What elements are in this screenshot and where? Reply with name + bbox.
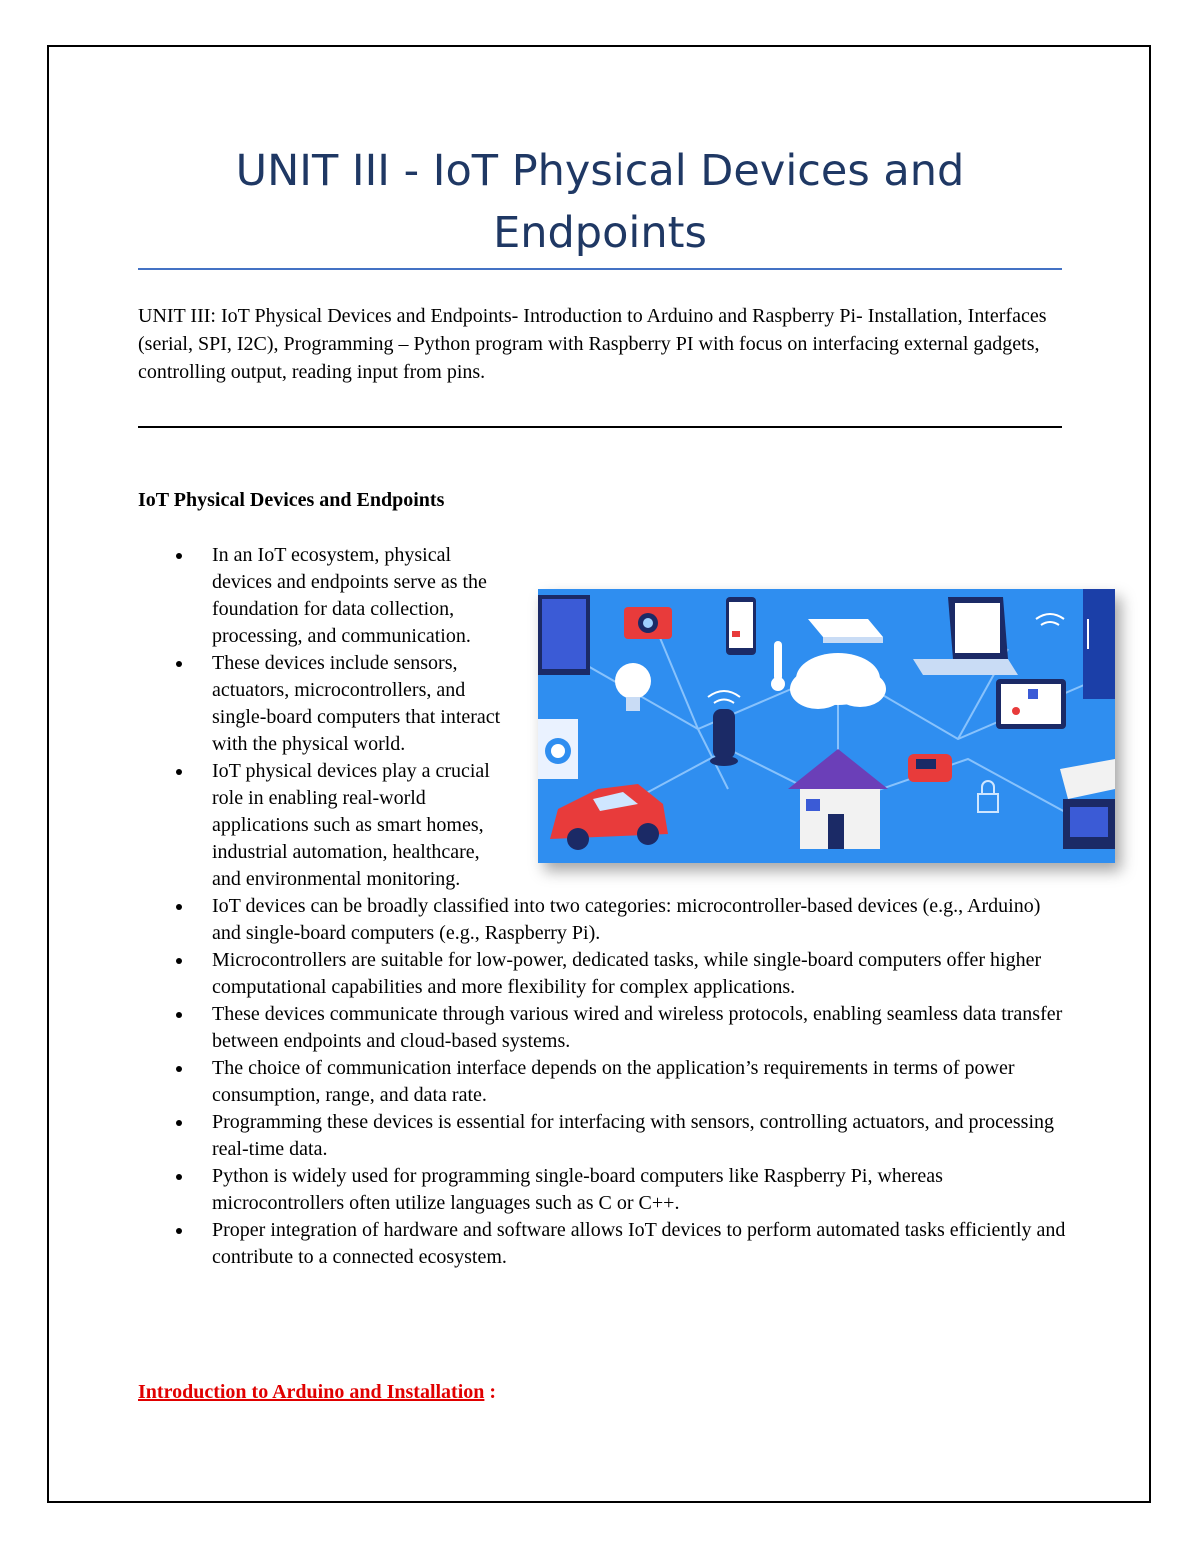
list-item: These devices communicate through various wired and wireless protocols, enabling seamless data transfer between endpoints and cloud-based systems. <box>212 1001 1072 1055</box>
sensor-device-icon <box>908 754 952 782</box>
next-section-heading <box>138 1381 496 1404</box>
tv-icon <box>538 595 590 675</box>
section-heading: IoT Physical Devices and Endpoints <box>138 489 445 511</box>
document-title: UNIT III - IoT Physical Devices and Endpoints <box>235 146 965 258</box>
washing-machine-icon <box>538 719 578 779</box>
camera-icon <box>624 607 672 639</box>
unit-intro: UNIT III: IoT Physical Devices and Endpoints- Introduction to Arduino and Raspberry Pi- Installation, Interfaces (serial, SPI, I2C), Programming – Python program with Raspberry PI with focus on interfacing external gadgets, controlling output, reading input from pins. <box>138 305 1047 383</box>
list-item: These devices include sensors, actuators, microcontrollers, and single-board computers that interact with the physical world. <box>212 650 502 758</box>
title-underline <box>138 268 1062 270</box>
list-item: The choice of communication interface depends on the application’s requirements in terms of power consumption, range, and data rate. <box>212 1055 1072 1109</box>
heading-colon: : <box>489 1381 497 1403</box>
stove-icon <box>1060 759 1115 849</box>
iot-illustration <box>538 589 1115 863</box>
list-item: In an IoT ecosystem, physical devices and endpoints serve as the foundation for data collection, processing, and communication. <box>212 542 502 650</box>
list-item: IoT devices can be broadly classified into two categories: microcontroller-based devices (e.g., Arduino) and single-board computers (e.g., Raspberry Pi). <box>212 893 1072 947</box>
list-item: Proper integration of hardware and software allows IoT devices to perform automated tasks efficiently and contribute to a connected ecosystem. <box>212 1217 1072 1271</box>
arduino-section-link[interactable]: Introduction to Arduino and Installation <box>138 1381 485 1403</box>
section-separator <box>138 426 1062 428</box>
list-item: Programming these devices is essential for interfacing with sensors, controlling actuators, and processing real-time data. <box>212 1109 1072 1163</box>
tablet-icon <box>996 679 1066 729</box>
list-item-text: IoT physical devices play a crucial role in enabling real-world applications such as smart homes, industrial automation, healthcare, and environmental monitoring. <box>212 760 490 890</box>
list-item: Python is widely used for programming single-board computers like Raspberry Pi, whereas microcontrollers often utilize languages such as C or C++. <box>212 1163 1072 1217</box>
list-item: Microcontrollers are suitable for low-power, dedicated tasks, while single-board computers offer higher computational capabilities and more flexibility for complex applications. <box>212 947 1072 1001</box>
fridge-icon <box>1083 589 1115 699</box>
iot-illustration-svg <box>538 589 1115 863</box>
smart-speaker-icon <box>710 709 738 766</box>
phone-icon <box>726 597 756 655</box>
